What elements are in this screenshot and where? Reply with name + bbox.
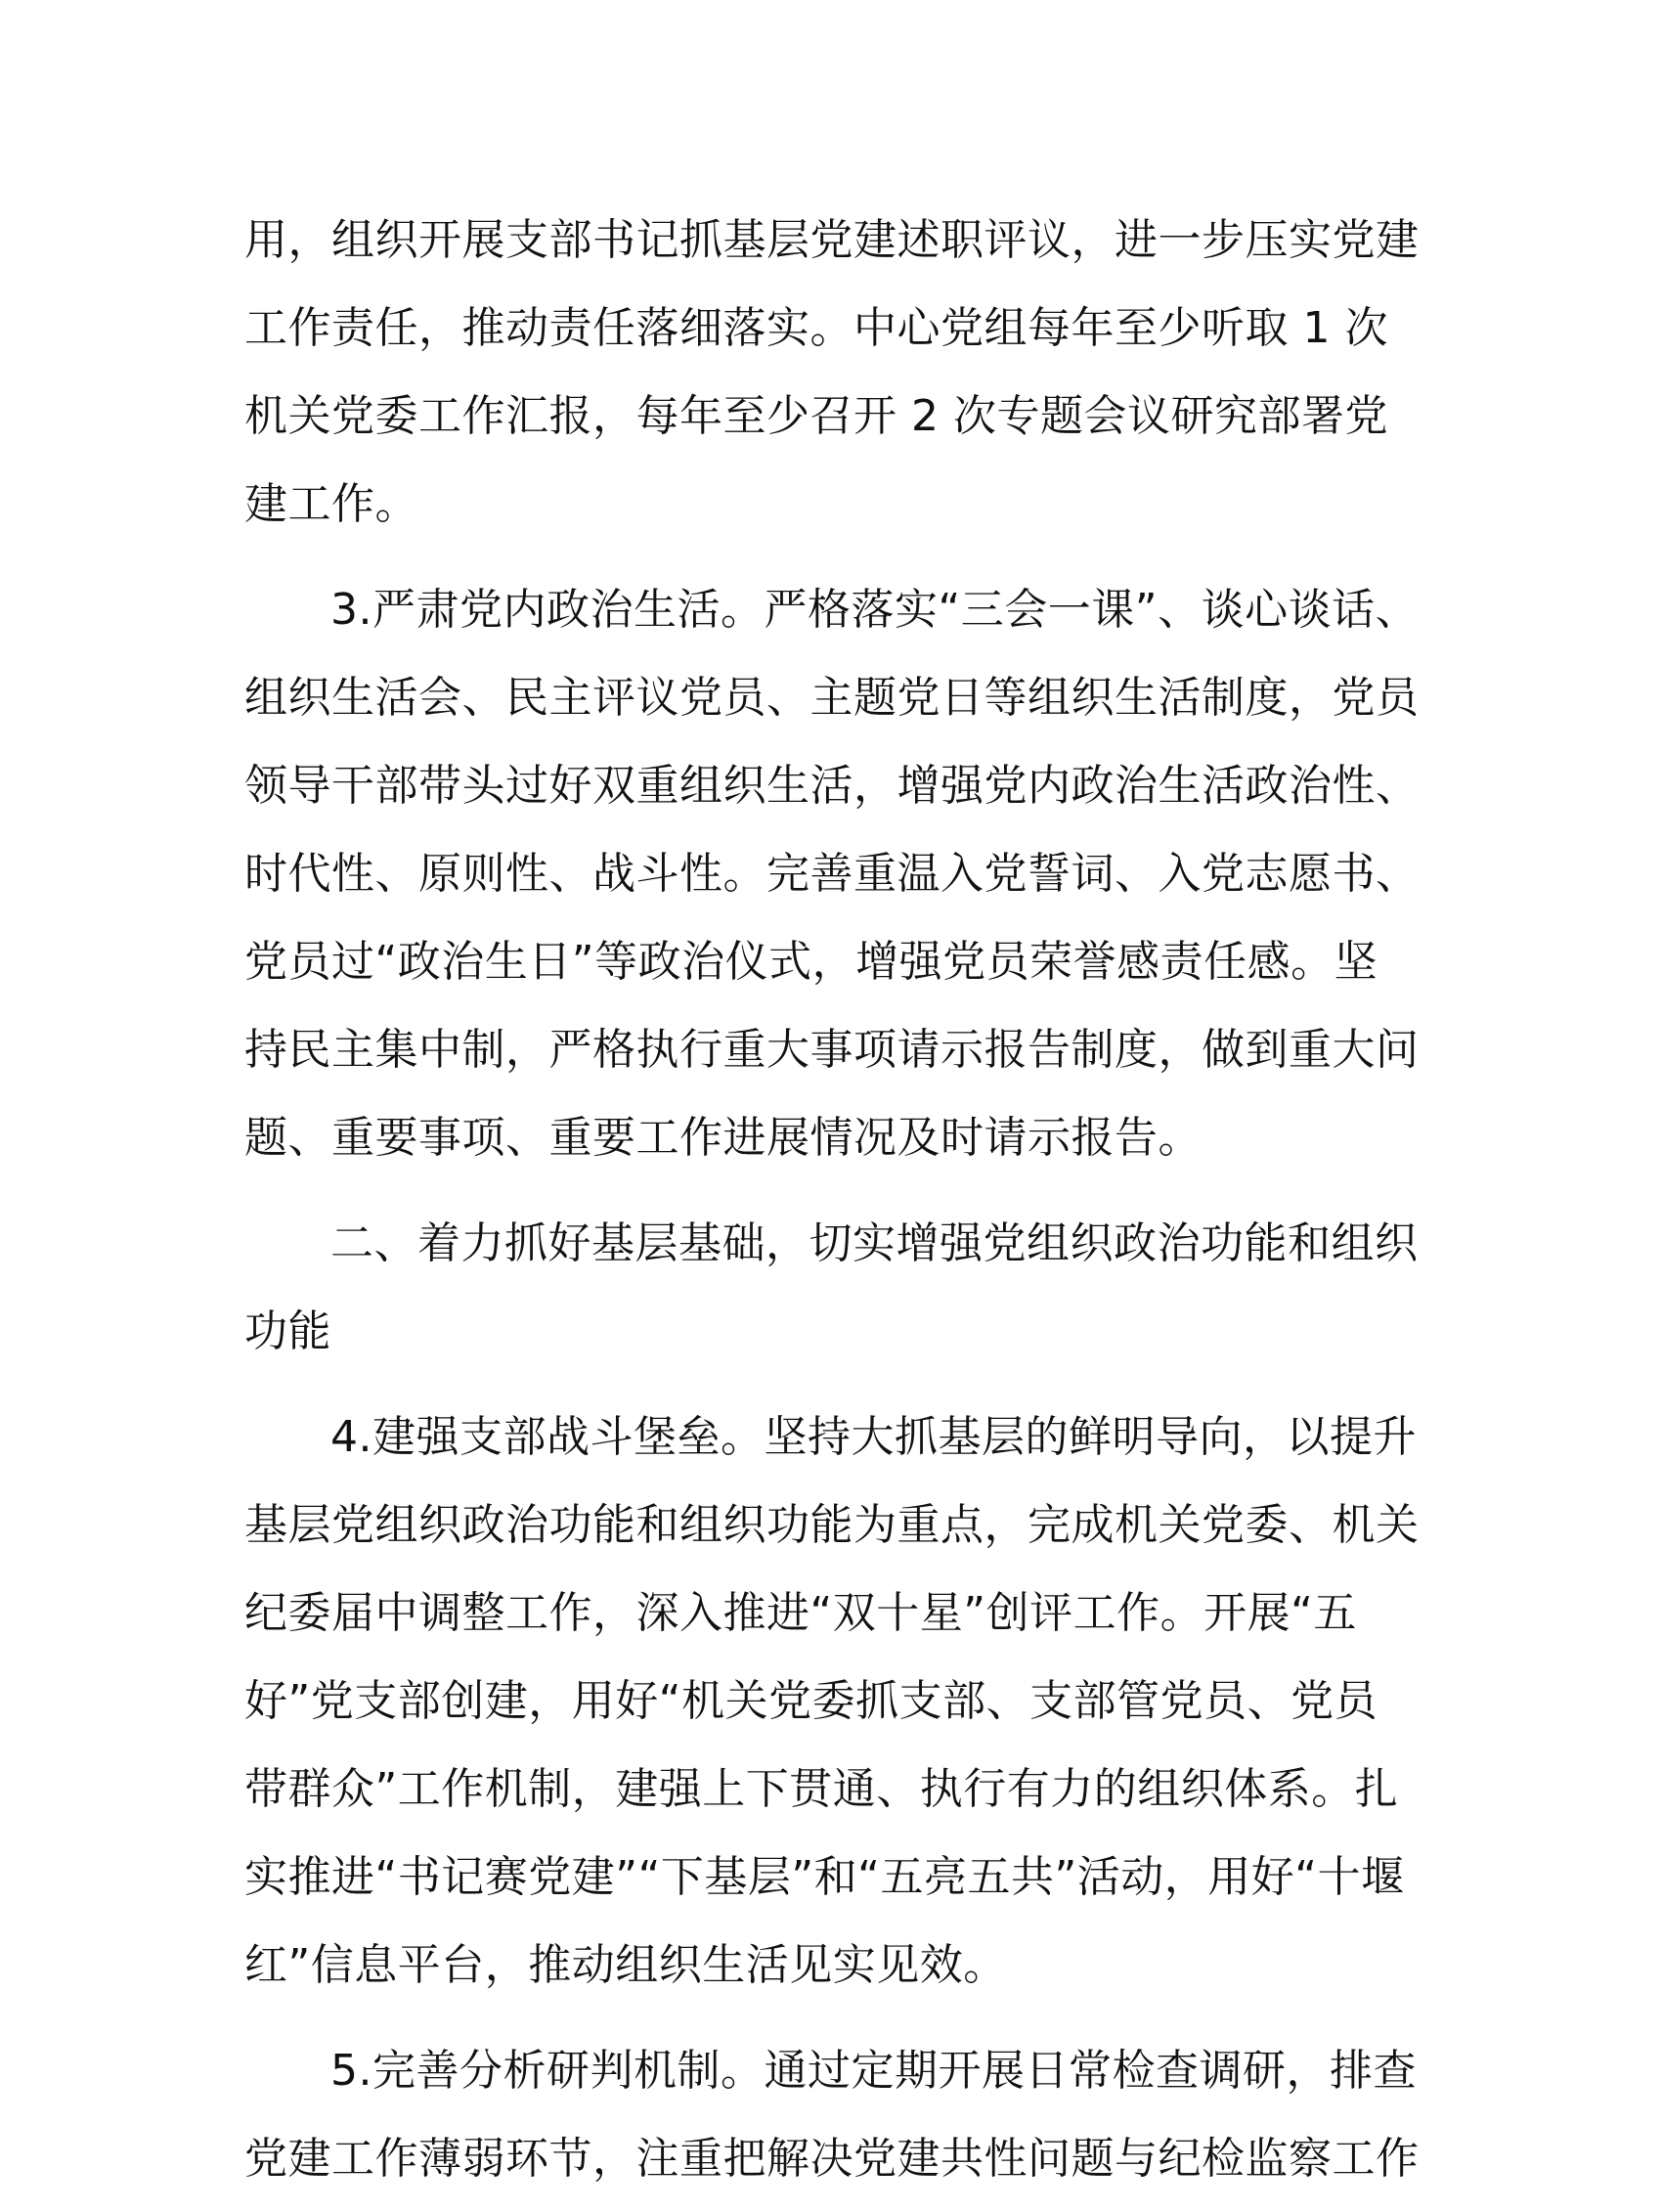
document-body: [244, 205, 1418, 2212]
text-line: 建工作。: [244, 479, 418, 529]
text-line: 时代性、原则性、战斗性。完善重温入党誓词、入党志愿书、: [244, 849, 1420, 899]
text-line: 4.建强支部战斗堡垒。坚持大抓基层的鲜明导向，以提升: [330, 1412, 1417, 1462]
paragraph-gap: [244, 1191, 1418, 1209]
paragraph-gap: [244, 1385, 1418, 1402]
text-line: 基层党组织政治功能和组织功能为重点，完成机关党委、机关: [244, 1500, 1420, 1550]
paragraph-continuation: [244, 205, 1418, 557]
text-line: 组织生活会、民主评议党员、主题党日等组织生活制度，党员: [244, 673, 1420, 723]
text-line: 党员过“政治生日”等政治仪式，增强党员荣誉感责任感。坚: [244, 937, 1378, 987]
section-heading-2: [244, 1209, 1418, 1385]
heading-line: 功能: [244, 1306, 331, 1356]
text-line: 5.完善分析研判机制。通过定期开展日常检查调研，排查: [330, 2046, 1417, 2096]
text-line: 好”党支部创建，用好“机关党委抓支部、支部管党员、党员: [244, 1676, 1378, 1726]
heading-line: 二、着力抓好基层基础，切实增强党组织政治功能和组织: [330, 1218, 1419, 1268]
text-line: 3.严肃党内政治生活。严格落实“三会一课”、谈心谈话、: [330, 585, 1420, 635]
text-line: 领导干部带头过好双重组织生活，增强党内政治生活政治性、: [244, 761, 1420, 811]
paragraph-4: [244, 1402, 1418, 2018]
text-line: 带群众”工作机制，建强上下贯通、执行有力的组织体系。扎: [244, 1764, 1399, 1814]
paragraph-3: [244, 575, 1418, 1191]
text-line: 工作责任，推动责任落细落实。中心党组每年至少听取 1 次: [244, 303, 1388, 353]
text-line: 实推进“书记赛党建”“下基层”和“五亮五共”活动，用好“十堰: [244, 1852, 1405, 1902]
text-line: 持民主集中制，严格执行重大事项请示报告制度，做到重大问: [244, 1025, 1420, 1075]
paragraph-5: [244, 2036, 1418, 2212]
text-line: 纪委届中调整工作，深入推进“双十星”创评工作。开展“五: [244, 1588, 1357, 1638]
text-line: 党建工作薄弱环节，注重把解决党建共性问题与纪检监察工作: [244, 2134, 1420, 2184]
text-line: 用，组织开展支部书记抓基层党建述职评议，进一步压实党建: [244, 215, 1420, 265]
paragraph-gap: [244, 2018, 1418, 2036]
paragraph-gap: [244, 557, 1418, 575]
text-line: 机关党委工作汇报，每年至少召开 2 次专题会议研究部署党: [244, 391, 1388, 441]
text-line: 题、重要事项、重要工作进展情况及时请示报告。: [244, 1113, 1202, 1163]
text-line: 红”信息平台，推动组织生活见实见效。: [244, 1940, 1007, 1990]
